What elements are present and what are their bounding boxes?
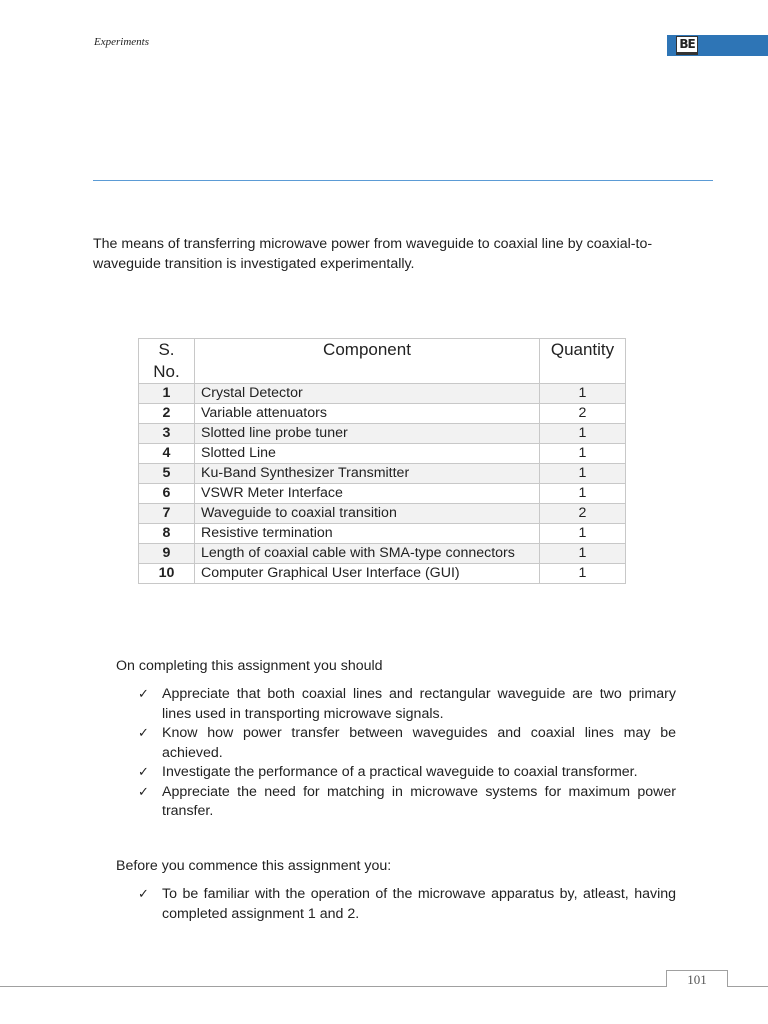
cell-sno: 3 [139,424,195,444]
cell-quantity: 1 [540,484,626,504]
checkmark-icon: ✓ [138,726,149,741]
prerequisites-list [116,885,676,924]
prerequisites-lead: Before you commence this assignment you: [116,858,392,874]
checkmark-icon: ✓ [138,687,149,702]
intro-paragraph: The means of transferring microwave power from waveguide to coaxial line by coaxial-to-waveguide transition is investigated experimentally. [93,236,653,272]
cell-component: Slotted Line [195,444,540,464]
table-body [139,384,626,584]
header-quantity: Quantity [540,339,626,384]
checkmark-icon: ✓ [138,765,149,780]
header-component: Component [195,339,540,384]
table-row [139,404,626,424]
cell-sno: 9 [139,544,195,564]
cell-sno: 5 [139,464,195,484]
cell-component: Ku-Band Synthesizer Transmitter [195,464,540,484]
table-row [139,424,626,444]
cell-component: Waveguide to coaxial transition [195,504,540,524]
checkmark-icon: ✓ [138,887,149,902]
list-item [116,783,676,822]
list-item-text: Appreciate that both coaxial lines and rectangular waveguide are two primary lines used in transporting microwave signals. [162,686,676,722]
list-item-text: To be familiar with the operation of the microwave apparatus by, atleast, having completed assignment 1 and 2. [162,886,676,922]
cell-component: Crystal Detector [195,384,540,404]
cell-sno: 4 [139,444,195,464]
cell-sno: 6 [139,484,195,504]
list-item-text: Appreciate the need for matching in microwave systems for maximum power transfer. [162,783,676,819]
checkmark-icon: ✓ [138,784,149,800]
cell-component: Resistive termination [195,524,540,544]
table-row [139,504,626,524]
cell-component: Computer Graphical User Interface (GUI) [195,564,540,584]
cell-component: Length of coaxial cable with SMA-type connectors [195,544,540,564]
list-item-text: Know how power transfer between waveguides and coaxial lines may be achieved. [162,725,676,761]
table-row [139,524,626,544]
objectives-lead: On completing this assignment you should [116,658,383,674]
page-number: 101 [666,970,728,987]
table-row [139,544,626,564]
running-header-title: Experiments [94,36,149,48]
cell-sno: 2 [139,404,195,424]
cell-component: Slotted line probe tuner [195,424,540,444]
objectives-section [116,656,676,822]
cell-quantity: 1 [540,524,626,544]
cell-quantity: 1 [540,424,626,444]
cell-sno: 1 [139,384,195,404]
cell-quantity: 1 [540,444,626,464]
cell-sno: 8 [139,524,195,544]
components-table [138,338,626,584]
table-row [139,384,626,404]
publisher-logo: BE [676,36,698,55]
section-divider [93,180,713,181]
cell-quantity: 1 [540,544,626,564]
list-item [116,885,676,924]
cell-component: Variable attenuators [195,404,540,424]
cell-quantity: 1 [540,464,626,484]
table-row [139,564,626,584]
footer-rule [0,986,768,987]
cell-quantity: 1 [540,564,626,584]
table-row [139,464,626,484]
cell-component: VSWR Meter Interface [195,484,540,504]
list-item [116,724,676,763]
cell-sno: 7 [139,504,195,524]
table-row [139,484,626,504]
objectives-list [116,685,676,822]
list-item [116,685,676,724]
list-item-text: Investigate the performance of a practical waveguide to coaxial transformer. [162,764,638,780]
cell-sno: 10 [139,564,195,584]
list-item [116,763,676,783]
prerequisites-section [116,856,676,924]
header-sno: S. No. [139,339,195,384]
cell-quantity: 1 [540,384,626,404]
cell-quantity: 2 [540,504,626,524]
table-header-row [139,339,626,384]
cell-quantity: 2 [540,404,626,424]
table-row [139,444,626,464]
